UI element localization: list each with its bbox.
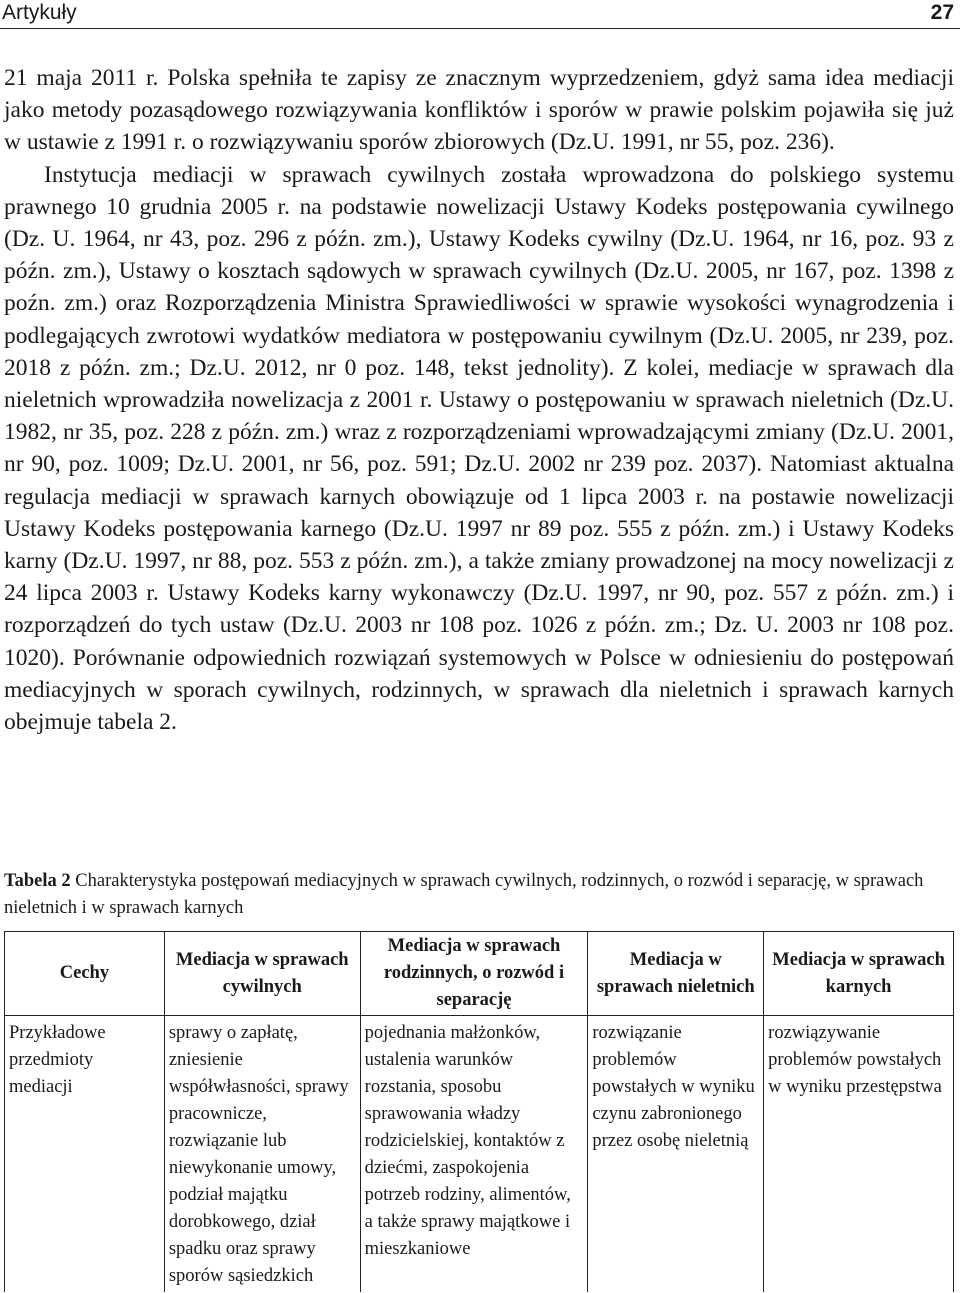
civil-cell: sprawy o zapłatę, zniesienie współwłasności, sprawy pracownicze, rozwiązanie lub niewykonanie umowy, podział majątku dorobkowego, dział spadku oraz sprawy sporów sąsiedzkich [164, 1016, 360, 1293]
table-caption [4, 868, 954, 922]
table-header-row [5, 932, 954, 1016]
header-cell-criminal: Mediacja w sprawach karnych [764, 932, 954, 1016]
header-cell-family: Mediacja w sprawach rodzinnych, o rozwód i separację [360, 932, 588, 1016]
table-caption-text: Charakterystyka postępowań mediacyjnych w sprawach cywilnych, rodzinnych, o rozwód i separację, w sprawach nieletnich i w sprawach karnych [4, 871, 924, 918]
page-header [0, 0, 960, 30]
table-caption-label: Tabela 2 [4, 871, 71, 891]
paragraph-2: Instytucja mediacji w sprawach cywilnych została wprowadzona do polskiego systemu prawnego 10 grudnia 2005 r. na podstawie nowelizacji Ustawy Kodeks postępowania cywilnego (Dz. U. 1964, nr 43, poz. 296 z późn. zm.), Ustawy Kodeks cywilny (Dz.U. 1964, nr 16, poz. 93 z późn. zm.), Ustawy o kosztach sądowych w sprawach cywilnych (Dz.U. 2005, nr 167, poz. 1398 z poźn. zm.) oraz Rozporządzenia Ministra Sprawiedliwości w sprawie wysokości wynagrodzenia i podlegających zwrotowi wydatków mediatora w postępowaniu cywilnym (Dz.U. 2005, nr 239, poz. 2018 z późn. zm.; Dz.U. 2012, nr 0 poz. 148, tekst jednolity). Z kolei, mediacje w sprawach dla nieletnich wprowadziła nowelizacja z 2001 r. Ustawy o postępowaniu w sprawach nieletnich (Dz.U. 1982, nr 35, poz. 228 z późn. zm.) wraz z rozporządzeniami wprowadzającymi zmiany (Dz.U. 2001, nr 90, poz. 1009; Dz.U. 2001, nr 56, poz. 591; Dz.U. 2002 nr 239 poz. 2037). Natomiast aktualna regulacja mediacji w sprawach karnych obowiązuje od 1 lipca 2003 r. na postawie nowelizacji Ustawy Kodeks postępowania karnego (Dz.U. 1997 nr 89 poz. 555 z późn. zm.) i Ustawy Kodeks karny (Dz.U. 1997, nr 88, poz. 553 z późn. zm.), a także zmiany prowadzonej na mocy nowelizacji z 24 lipca 2003 r. Ustawy Kodeks karny wykonawczy (Dz.U. 1997, nr 90, poz. 557 z późn. zm.) i rozporządzeń do tych ustaw (Dz.U. 2003 nr 108 poz. 1026 z późn. zm.; Dz. U. 2003 nr 108 poz. 1020). Porównanie odpowiednich rozwiązań systemowych w Polsce w odniesieniu do postępowań mediacyjnych w sporach cywilnych, rodzinnych, w sprawach dla nieletnich i sprawach karnych obejmuje tabela 2. [4, 161, 954, 736]
juvenile-cell: rozwiązanie problemów powstałych w wyniku czynu zabronionego przez osobę nieletnią [588, 1016, 764, 1293]
mediation-table [4, 931, 954, 1292]
article-body [4, 62, 954, 738]
criminal-cell: rozwiązywanie problemów powstałych w wyniku przestępstwa [764, 1016, 954, 1293]
paragraph-1: 21 maja 2011 r. Polska spełniła te zapisy ze znacznym wyprzedzeniem, gdyż sama idea mediacji jako metody pozasądowego rozwiązywania konfliktów i sporów w prawie polskim pojawiła się już w ustawie z 1991 r. o rozwiązywaniu sporów zbiorowych (Dz.U. 1991, nr 55, poz. 236). [4, 65, 954, 156]
header-cell-civil: Mediacja w sprawach cywilnych [164, 932, 360, 1016]
header-rule [0, 28, 960, 29]
page-number: 27 [930, 1, 954, 24]
header-cell-juvenile: Mediacja w sprawach nieletnich [588, 932, 764, 1016]
family-cell: pojednania małżonków, ustalenia warunków rozstania, sposobu sprawowania władzy rodzicielskiej, kontaktów z dziećmi, zaspokojenia potrzeb rodziny, alimentów, a także sprawy majątkowe i mieszkaniowe [360, 1016, 588, 1293]
table-row [5, 1016, 954, 1293]
running-head-section: Artykuły [2, 1, 77, 24]
header-cell-features: Cechy [5, 932, 165, 1016]
row-label-cell: Przykładowe przedmioty mediacji [5, 1016, 165, 1293]
